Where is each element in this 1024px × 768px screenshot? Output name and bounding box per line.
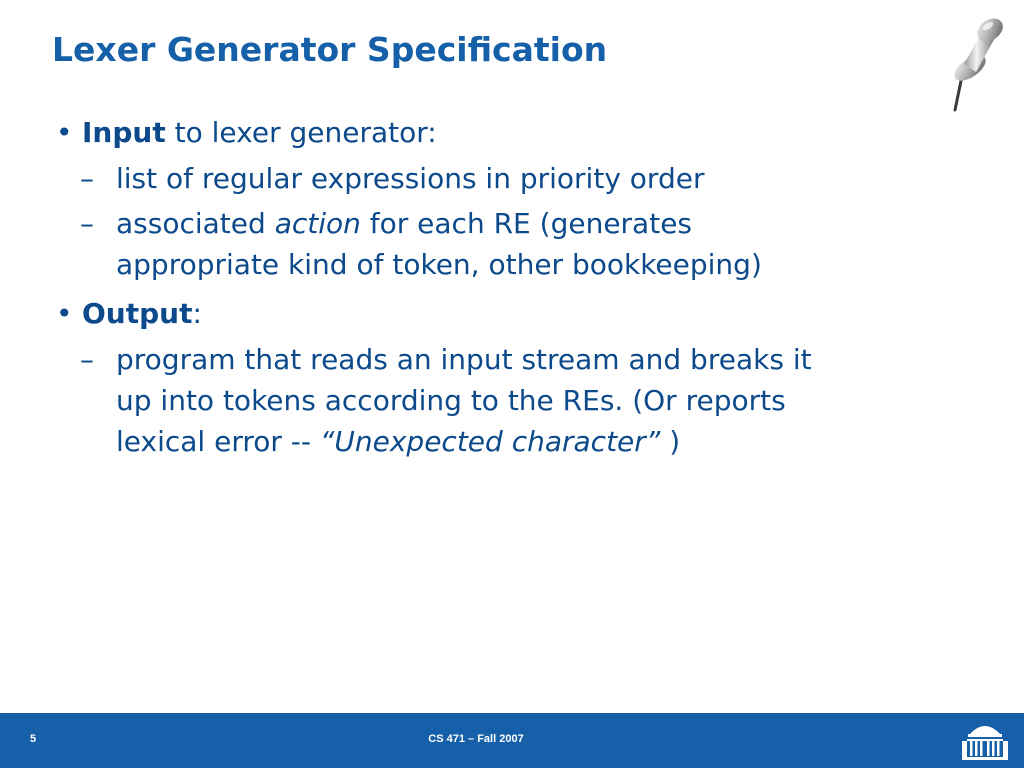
bullet-output xyxy=(56,293,986,335)
slide-body xyxy=(56,112,986,466)
sub-bullet-line: lexical error -- “Unexpected character” ) xyxy=(116,425,681,458)
bullet-input-text: to lexer generator: xyxy=(165,116,437,149)
bullet-input xyxy=(56,112,986,154)
sub-bullet-text: list of regular expressions in priority order xyxy=(116,162,705,195)
sub-bullet-marker: – xyxy=(80,343,94,376)
sub-bullet-program xyxy=(56,339,986,462)
rotunda-logo-icon xyxy=(960,716,1010,764)
bullet-marker: • xyxy=(56,297,73,330)
footer-bar xyxy=(0,713,1024,768)
sub-bullet-regex-list xyxy=(56,158,986,199)
sub-bullet-line: associated action for each RE (generates xyxy=(116,207,693,240)
bullet-output-text: : xyxy=(192,297,202,330)
bullet-marker: • xyxy=(56,116,73,149)
pushpin-icon xyxy=(940,6,1010,114)
slide-title: Lexer Generator Specification xyxy=(52,30,608,69)
sub-bullet-marker: – xyxy=(80,162,94,195)
bullet-input-keyword: Input xyxy=(82,116,166,149)
page-number: 5 xyxy=(30,733,37,745)
sub-bullet-line: appropriate kind of token, other bookkeeping) xyxy=(116,248,762,281)
error-message: “Unexpected character” xyxy=(319,425,661,458)
sub-bullet-marker: – xyxy=(80,207,94,240)
action-term: action xyxy=(274,207,361,240)
course-label: CS 471 – Fall 2007 xyxy=(428,733,524,745)
bullet-output-keyword: Output xyxy=(82,297,193,330)
sub-bullet-line: program that reads an input stream and breaks it xyxy=(116,343,812,376)
sub-bullet-action xyxy=(56,203,986,285)
sub-bullet-line: up into tokens according to the REs. (Or reports xyxy=(116,384,786,417)
